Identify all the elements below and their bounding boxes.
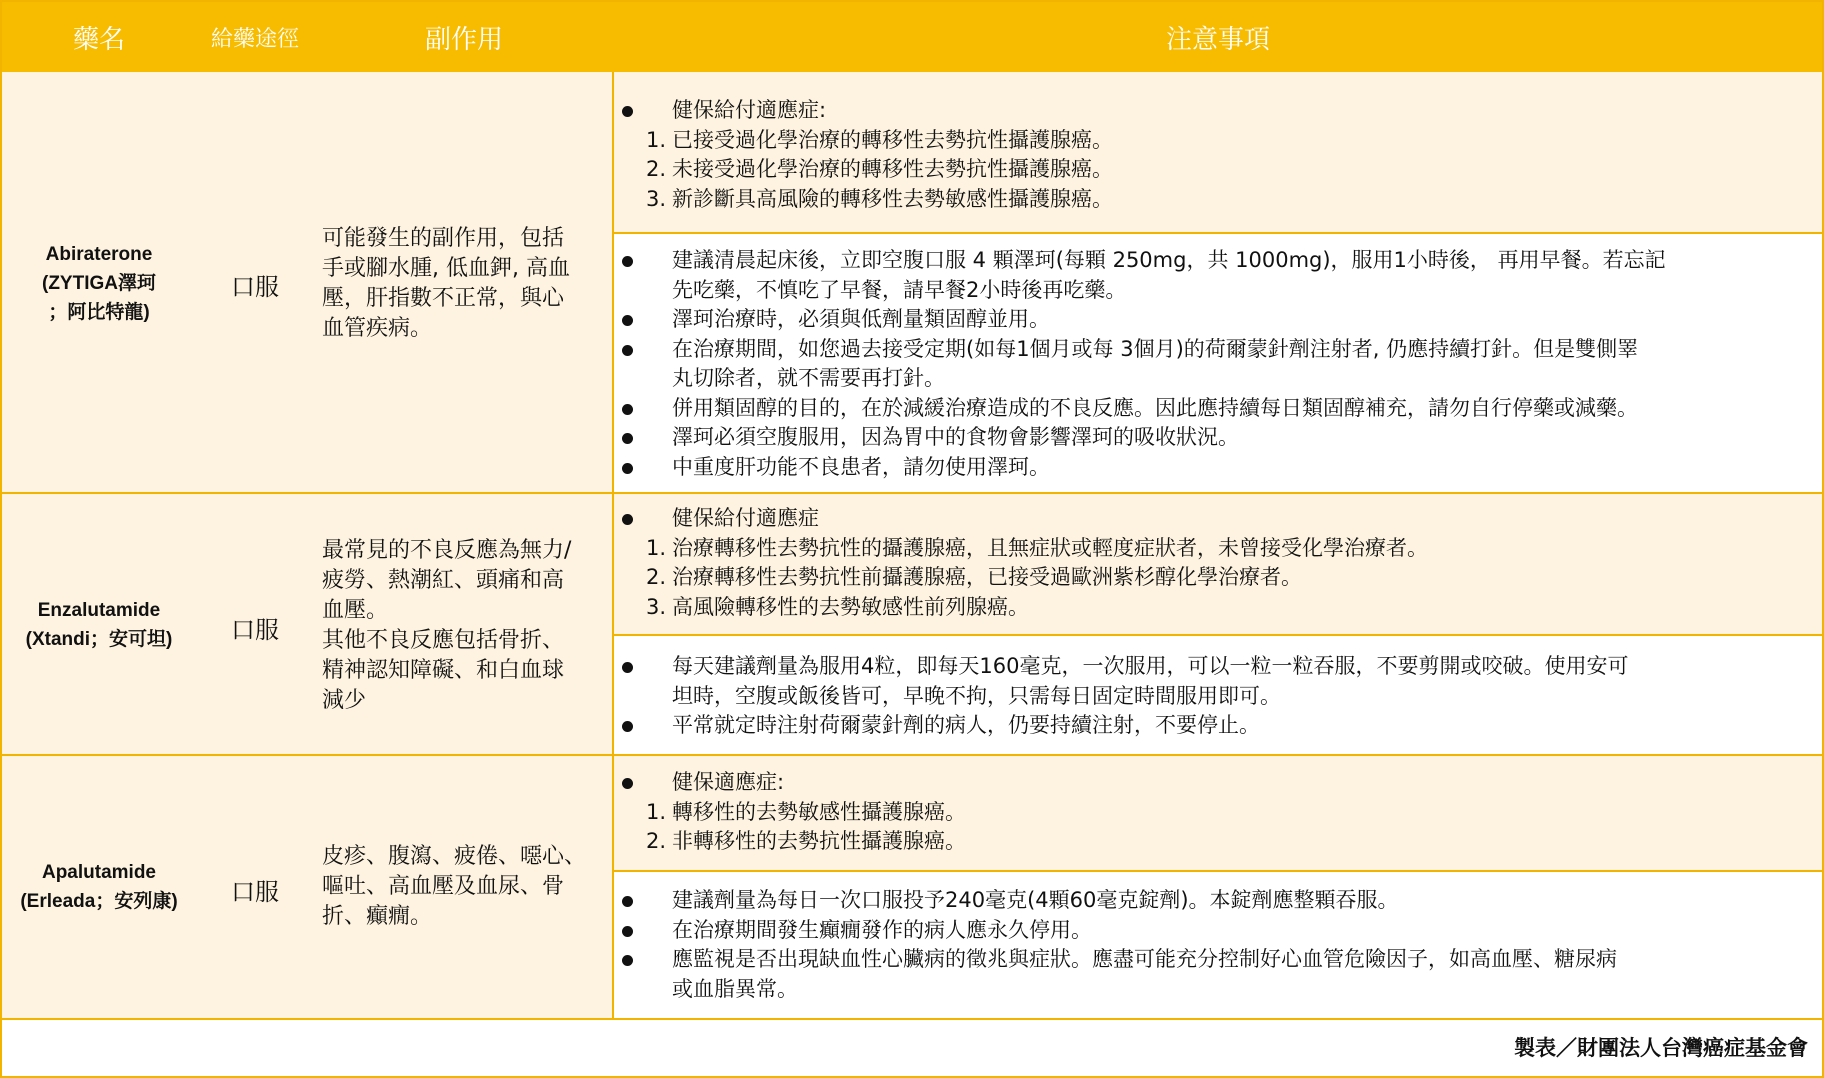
drug-name-line: Abiraterone [45,244,153,265]
coverage-title: 健保適應症: [618,768,1818,798]
side-effects-line: 血管疾病。 [322,316,433,341]
side-effects-line: 最常見的不良反應為無力/ [322,538,572,563]
side-effects-cell [322,536,612,716]
header-notes: 注意事項 [1165,24,1270,55]
bullet-icon [622,256,633,267]
bullet-icon [622,345,633,356]
list-item: 2. 未接受過化學治療的轉移性去勢抗性攝護腺癌。 [646,157,1113,181]
bullet-icon [622,778,633,789]
side-effects-line: 壓，肝指數不正常，與心 [322,286,565,311]
list-item: 2. 治療轉移性去勢抗性前攝護腺癌，已接受過歐洲紫杉醇化學治療者。 [646,565,1302,589]
note-item: 應監視是否出現缺血性心臟病的徵兆與症狀。應盡可能充分控制好心血管危險因子，如高血壓、糖尿病 或血脂異常。 [618,945,1818,1004]
drug-name-line: ；阿比特龍) [48,302,150,323]
column-divider [612,72,614,1020]
bullet-icon [622,463,633,474]
bullet-icon [622,315,633,326]
list-item: 1. 治療轉移性去勢抗性的攝護腺癌，且無症狀或輕度症狀者，未曾接受化學治療者。 [646,535,1428,560]
drug-name-line: Enzalutamide [37,600,161,621]
notes-section [618,246,1818,482]
side-effects-line: 其他不良反應包括骨折、 [322,628,565,653]
list-item: 1. 轉移性的去勢敏感性攝護腺癌。 [646,799,966,824]
side-effects-line: 嘔吐、高血壓及血尿、骨 [322,874,565,899]
side-effects-cell [322,224,612,344]
drug-name-line: (Xtandi；安可坦) [25,629,173,650]
note-item: 澤珂治療時，必須與低劑量類固醇並用。 [618,305,1818,335]
drug-name-line: (ZYTIGA澤珂 [42,273,156,294]
note-item: 平常就定時注射荷爾蒙針劑的病人，仍要持續注射，不要停止。 [618,711,1818,741]
list-item: 2. 非轉移性的去勢抗性攝護腺癌。 [646,829,966,853]
side-effects-line: 可能發生的副作用，包括 [322,226,565,251]
header-drug-name: 藥名 [72,24,125,55]
drug-name-cell [2,858,196,916]
notes-divider [614,634,1822,636]
notes-divider [614,870,1822,872]
notes-section [618,652,1818,741]
bullet-icon [622,514,633,525]
list-item: 3. 新診斷具高風險的轉移性去勢敏感性攝護腺癌。 [646,186,1113,211]
drug-name-line: Apalutamide [41,862,157,883]
coverage-section [618,504,1818,622]
side-effects-line: 皮疹、腹瀉、疲倦、噁心、 [322,844,587,869]
list-item: 3. 高風險轉移性的去勢敏感性前列腺癌。 [646,594,1029,619]
side-effects-cell [322,842,612,932]
notes-divider [614,232,1822,234]
bullet-icon [622,955,633,966]
note-item: 在治療期間，如您過去接受定期(如每1個月或每 3個月)的荷爾蒙針劑注射者, 仍應持續打針。但是雙側睪 丸切除者，就不需要再打針。 [618,335,1818,394]
list-item: 1. 已接受過化學治療的轉移性去勢抗性攝護腺癌。 [646,127,1113,152]
bullet-icon [622,662,633,673]
note-item: 澤珂必須空腹服用，因為胃中的食物會影響澤珂的吸收狀況。 [618,423,1818,453]
header-side-effects: 副作用 [424,24,503,55]
coverage-section [618,96,1818,214]
note-item: 在治療期間發生癲癇發作的病人應永久停用。 [618,916,1818,946]
note-item: 建議清晨起床後，立即空腹口服 4 顆澤珂(每顆 250mg，共 1000mg)，服用1小時後， 再用早餐。若忘記 先吃藥，不慎吃了早餐，請早餐2小時後再吃藥。 [618,246,1818,305]
note-item: 建議劑量為每日一次口服投予240毫克(4顆60毫克錠劑)。本錠劑應整顆吞服。 [618,886,1818,916]
note-item: 每天建議劑量為服用4粒，即每天160毫克，一次服用，可以一粒一粒吞服，不要剪開或咬破。使用安可 坦時，空腹或飯後皆可，早晚不拘，只需每日固定時間服用即可。 [618,652,1818,711]
side-effects-line: 手或腳水腫, 低血鉀, 高血 [322,256,570,281]
route-cell: 口服 [231,616,279,644]
row-divider [2,754,1822,756]
row-divider [2,1018,1822,1020]
drug-name-line: (Erleada；安列康) [20,891,178,912]
bullet-icon [622,896,633,907]
side-effects-line: 折、癲癇。 [322,904,433,929]
drug-name-cell [2,240,196,327]
bullet-icon [622,433,633,444]
notes-section [618,886,1818,1004]
note-item: 併用類固醇的目的，在於減緩治療造成的不良反應。因此應持續每日類固醇補充，請勿自行停藥或減藥。 [618,394,1818,424]
side-effects-line: 疲勞、熱潮紅、頭痛和高 [322,568,565,593]
row-divider [2,492,1822,494]
bullet-icon [622,721,633,732]
bullet-icon [622,106,633,117]
coverage-section [618,768,1818,857]
side-effects-line: 血壓。 [322,598,389,623]
coverage-title: 健保給付適應症 [618,504,1818,534]
bullet-icon [622,926,633,937]
route-cell: 口服 [231,878,279,906]
header-route: 給藥途徑 [210,26,299,52]
table-header [2,2,1822,72]
side-effects-line: 精神認知障礙、和白血球 [322,658,565,683]
footer-credit: 製表／財團法人台灣癌症基金會 [1514,1036,1808,1060]
side-effects-line: 減少 [322,688,367,713]
drug-name-cell [2,596,196,654]
bullet-icon [622,404,633,415]
route-cell: 口服 [231,273,279,301]
note-item: 中重度肝功能不良患者，請勿使用澤珂。 [618,453,1818,483]
coverage-title: 健保給付適應症: [618,96,1818,126]
